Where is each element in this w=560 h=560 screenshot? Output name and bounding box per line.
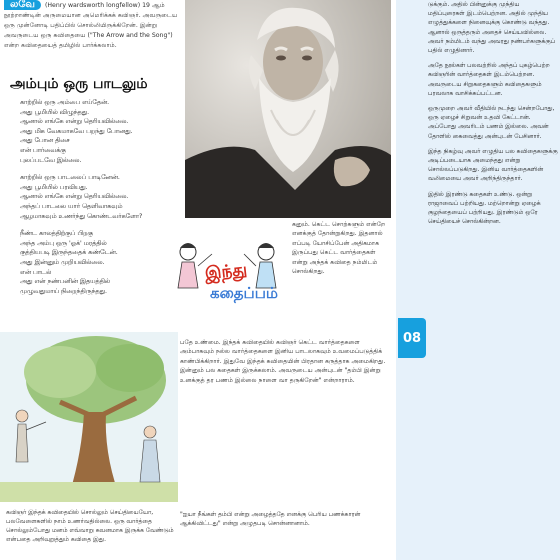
poem-heading: அம்பும் ஒரு பாடலும்: [10, 76, 148, 92]
story-title-word1: இந்து: [203, 259, 249, 285]
poem-line: அது பூமியில் விழுந்தது.: [20, 108, 90, 116]
story-title-word2: கதைப்பம்: [210, 284, 278, 302]
poem-line: என் பாடல்: [20, 268, 52, 276]
poem-stanza-3: [20, 229, 180, 296]
right-column-text: [428, 0, 558, 232]
middle-column-text: கனும். கெட்ட சொற்களும் என்றே எனக்குத் தோன்றுகிறது. இதனால் எப்படி யோசிப்பேன் அதிகமாக இருப்பது கெட்ட வார்த்தைகள் என்று அந்தக் கவிதை நம்மிடம் சொல்கிறது.: [292, 221, 386, 276]
poem-line: என் பார்வைக்கு: [20, 146, 66, 154]
intro-paragraph: [4, 0, 182, 51]
poem-line: ஆனால் எங்கே என்று தெரியவில்லை.: [20, 193, 129, 201]
page-number-badge: 08: [398, 318, 426, 358]
poem-body: [20, 98, 180, 304]
poem-line: அந்தப் பாடலை யார் தெளிவாகவும்: [20, 202, 123, 210]
intro-text: (Henry wardsworth longfellow) 19 ஆம் நூற்றாண்டின் அருமையான அமெரிக்கக் கவிஞர். அவருடைய ஒரு முன்னோடி பதிப்பில் சொல்லியிருக்கிறேன். இன்று அவருடைய ஒரு கவிதையை ("The Arrow and the Song") என்ற கவிதையைத் தமிழில் பார்க்கலாம்.: [4, 2, 178, 49]
right-paragraph: டுக்கும். அதில் பின்னுக்கு முந்திய மதிப்புரைகள் இடம்பெற்றன. அதில் முந்திய எழுத்துக்களை நினைவுக்கு கொண்டு வந்தது. ஆனால் ஒருத்தரும் அதைச் செய்யவில்லை. அவர் நம்மிடம் வந்து அவரது நண்பர்களுக்குப் பதில் எழுதினார்.: [428, 1, 556, 55]
tree-drawing: [0, 332, 178, 502]
poem-line: முழுவதுமாய் நிறைந்திருந்தது.: [20, 287, 108, 295]
right-paragraph: அதே நூல்கள் பலவற்றில் அந்தப் புகழ்பெற்ற கவிஞரின் வார்த்தைகள் இடம்பெற்றன. அவருடைய சிறுகதைகளும் கவிதைகளும் பரவலாக வாசிக்கப்பட்டன.: [428, 62, 550, 97]
right-paragraph: ஒருமுறை அவர் வீதியில் நடந்து சென்றபோது, ஒரு ஏழைச் சிறுவன் உதவி கேட்டான். அப்போது அவரிடம் பணம் இல்லை. அவன் தோளில் கைவைத்து அன்புடன் பேசினார்.: [428, 105, 555, 140]
middle-lower-text: பதே உண்மை. இந்தக் கவிதையில் கவிஞர் கெட்ட வார்த்தைகளை அம்பாகவும் நல்ல வார்த்தைகளை இனிய பாடலாகவும் உவமைப்படுத்திக் காண்பிக்கிறார். இதுவே இந்தக் கவிதையின் பிரதான கருத்தாக அமைகிறது. இன்னும் பல கதைகள் இருக்கலாம். அவருடைய அன்புடன் "தம்பி இன்று உனக்குத் தர பணம் இல்லை நாளை வா தருகிறேன்" என்றாராம்.: [180, 339, 386, 384]
right-paragraph: இதில் இரண்டு கதைகள் உண்டு. ஒன்று ராஜாவைப் பற்றியது. மற்றொன்று ஏழைக் குழந்தையைப் பற்றியது. இரண்டும் ஒரே செய்தியைச் சொல்கின்றன.: [428, 190, 541, 226]
bottom-left-text: கவிஞர் இந்தக் கவிதையில் சொல்லும் செய்தியையோ, பலவேளைகளில் நாம் உணர்வதில்லை. ஒரு வார்த்தை சொல்லும்போது மனம் எவ்வாறு கவனமாக இருக்க வேண்டும் என்பதை அறிவுறுத்தும் கவிதை இது.: [6, 509, 174, 543]
poem-line: காற்றில் ஒரு பாடலைப் பாடினேன்.: [20, 174, 120, 182]
poem-line: அது இன்னும் முறியவில்லை.: [20, 258, 105, 266]
poem-line: குத்தியபடி இருந்ததைக் கண்டேன்.: [20, 249, 118, 257]
poem-stanza-1: [20, 98, 180, 165]
poet-portrait-photo: [185, 0, 391, 218]
poem-line: ஆனால் எங்கே என்று தெரியவில்லை.: [20, 118, 129, 126]
poem-line: நீண்ட காலத்திற்குப் பிறகு: [20, 230, 93, 238]
poem-line: ஆழமாகவும் உணர்ந்து கொண்டவர்களோ?: [20, 212, 143, 220]
poem-line: புலப்படவே இல்லை.: [20, 156, 82, 164]
poem-line: காற்றில் ஒரு அம்பை எய்தேன்.: [20, 99, 110, 106]
bottom-middle-text: "ஐயா நீங்கள் தம்பி என்று அழைத்ததே எனக்கு பெரிய பணக்காரன் ஆக்கிவிட்டது" என்று அழுதபடி சொன்னானாம்.: [180, 511, 361, 527]
section-tag: லவே: [4, 0, 41, 10]
poem-line: அது என் நண்பனின் இதயத்தில்: [20, 278, 110, 286]
poem-line: அந்த அம்பு ஒரு 'ஓக்' மரத்தில்: [20, 239, 107, 247]
right-paragraph: இந்த நிகழ்வு அவர் எழுதிய பல கவிதைகளுக்கு அடிப்படையாக அமைந்தது என்று சொல்லப்படுகிறது. இனிய வார்த்தைகளின் வலிமையை அவர் அறிந்திருந்தார்.: [428, 147, 558, 183]
portrait-drawing: [185, 0, 391, 218]
poem-line: அது போன திசை: [20, 137, 70, 145]
poem-line: அது மிக வேகமாகவே பறந்து போனது.: [20, 127, 133, 135]
tree-scene-illustration: [0, 332, 178, 502]
poem-stanza-2: [20, 173, 180, 221]
poem-line: அது பூமியில் பரவியது.: [20, 183, 88, 191]
